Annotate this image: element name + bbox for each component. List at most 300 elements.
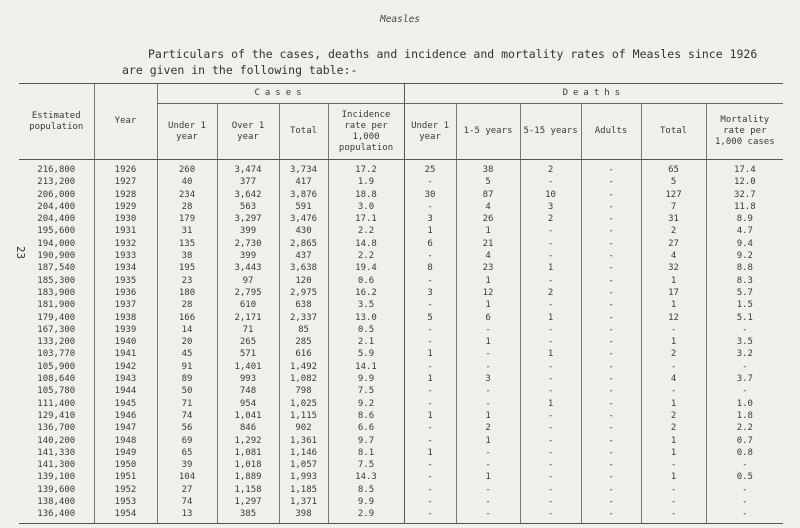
cell-year: 1943 (94, 373, 157, 385)
cell-incidence-rate: 19.4 (328, 262, 404, 274)
cell-mortality-rate: 1.5 (706, 299, 783, 311)
cell-incidence-rate: 7.5 (328, 385, 404, 397)
cell-incidence-rate: 8.1 (328, 447, 404, 459)
table-row (19, 238, 783, 250)
cell-deaths-5-15: - (520, 275, 581, 287)
cell-cases-under-1: 180 (157, 287, 217, 299)
cell-deaths-total: - (641, 385, 706, 397)
cell-deaths-adults: - (581, 238, 641, 250)
cell-deaths-total: 65 (641, 160, 706, 177)
cell-deaths-5-15: - (520, 435, 581, 447)
cell-deaths-1-5: 38 (456, 160, 520, 177)
cell-year: 1935 (94, 275, 157, 287)
cell-cases-total: 437 (279, 250, 328, 262)
cell-deaths-5-15: - (520, 373, 581, 385)
cell-cases-total: 2,865 (279, 238, 328, 250)
cell-deaths-adults: - (581, 189, 641, 201)
cell-mortality-rate: 8.8 (706, 262, 783, 274)
cell-year: 1937 (94, 299, 157, 311)
table-row (19, 201, 783, 213)
cell-deaths-adults: - (581, 459, 641, 471)
cell-deaths-1-5: 1 (456, 410, 520, 422)
cell-cases-total: 638 (279, 299, 328, 311)
cell-cases-under-1: 13 (157, 508, 217, 523)
cell-year: 1942 (94, 361, 157, 373)
cell-mortality-rate: 0.5 (706, 471, 783, 483)
cell-deaths-under-1: - (404, 398, 456, 410)
cell-cases-total: 3,876 (279, 189, 328, 201)
cell-incidence-rate: 17.1 (328, 213, 404, 225)
cell-year: 1928 (94, 189, 157, 201)
cell-cases-over-1: 2,730 (217, 238, 279, 250)
cell-deaths-5-15: - (520, 508, 581, 523)
cell-cases-over-1: 265 (217, 336, 279, 348)
table-row (19, 213, 783, 225)
cell-population: 129,410 (37, 410, 76, 421)
cell-cases-total: 1,185 (279, 484, 328, 496)
table-row (19, 176, 783, 188)
cell-deaths-5-15: - (520, 496, 581, 508)
cell-population: 133,200 (37, 337, 76, 348)
cell-deaths-adults: - (581, 312, 641, 324)
cell-mortality-rate: 1.8 (706, 410, 783, 422)
cell-cases-total: 798 (279, 385, 328, 397)
cell-cases-over-1: 1,041 (217, 410, 279, 422)
cell-cases-under-1: 195 (157, 262, 217, 274)
cell-cases-total: 1,057 (279, 459, 328, 471)
cell-mortality-rate: - (706, 459, 783, 471)
cell-deaths-total: 7 (641, 201, 706, 213)
cell-deaths-total: 1 (641, 447, 706, 459)
cell-year: 1933 (94, 250, 157, 262)
table-row (19, 410, 783, 422)
cell-cases-over-1: 1,292 (217, 435, 279, 447)
cell-deaths-1-5: 1 (456, 275, 520, 287)
cell-mortality-rate: 0.7 (706, 435, 783, 447)
cell-deaths-1-5: 1 (456, 435, 520, 447)
cell-mortality-rate: 1.0 (706, 398, 783, 410)
cell-population: 204,400 (37, 201, 76, 212)
cell-year: 1930 (94, 213, 157, 225)
cell-mortality-rate: 8.3 (706, 275, 783, 287)
table-row (19, 312, 783, 324)
cell-deaths-total: 31 (641, 213, 706, 225)
cell-year: 1934 (94, 262, 157, 274)
cell-cases-under-1: 39 (157, 459, 217, 471)
cell-incidence-rate: 2.9 (328, 508, 404, 523)
cell-deaths-adults: - (581, 299, 641, 311)
cell-year: 1949 (94, 447, 157, 459)
cell-deaths-1-5: - (456, 348, 520, 360)
cell-mortality-rate: 8.9 (706, 213, 783, 225)
table-row (19, 496, 783, 508)
cell-cases-under-1: 74 (157, 410, 217, 422)
cell-cases-under-1: 104 (157, 471, 217, 483)
table-row (19, 160, 783, 177)
cell-cases-total: 1,492 (279, 361, 328, 373)
cell-deaths-1-5: 21 (456, 238, 520, 250)
cell-cases-over-1: 3,474 (217, 160, 279, 177)
cell-deaths-adults: - (581, 447, 641, 459)
cell-deaths-total: 127 (641, 189, 706, 201)
cell-mortality-rate: 17.4 (706, 160, 783, 177)
cell-cases-over-1: 3,297 (217, 213, 279, 225)
cell-population: 136,700 (37, 423, 76, 434)
cell-cases-over-1: 846 (217, 422, 279, 434)
cell-incidence-rate: 1.9 (328, 176, 404, 188)
cell-cases-under-1: 40 (157, 176, 217, 188)
cell-mortality-rate: - (706, 496, 783, 508)
cell-incidence-rate: 17.2 (328, 160, 404, 177)
cell-deaths-adults: - (581, 410, 641, 422)
cell-population: 167,300 (37, 324, 76, 335)
cell-deaths-under-1: 1 (404, 348, 456, 360)
cell-deaths-under-1: - (404, 201, 456, 213)
cell-deaths-total: 17 (641, 287, 706, 299)
cell-deaths-under-1: 1 (404, 447, 456, 459)
cell-year: 1931 (94, 225, 157, 237)
table-row (19, 299, 783, 311)
cell-deaths-under-1: - (404, 385, 456, 397)
table-row (19, 459, 783, 471)
cell-mortality-rate: 9.4 (706, 238, 783, 250)
cell-cases-over-1: 3,443 (217, 262, 279, 274)
cell-cases-under-1: 234 (157, 189, 217, 201)
cell-mortality-rate: 5.7 (706, 287, 783, 299)
table-row (19, 373, 783, 385)
table-row (19, 336, 783, 348)
intro-line-2: are given in the following table:- (122, 63, 358, 77)
cell-year: 1954 (94, 508, 157, 523)
cell-population: 195,600 (37, 226, 76, 237)
cell-population: 216,800 (37, 165, 76, 175)
cell-cases-total: 616 (279, 348, 328, 360)
cell-deaths-1-5: 87 (456, 189, 520, 201)
cell-cases-total: 3,734 (279, 160, 328, 177)
cell-cases-over-1: 563 (217, 201, 279, 213)
cell-deaths-total: 5 (641, 176, 706, 188)
cell-deaths-adults: - (581, 176, 641, 188)
cell-deaths-adults: - (581, 373, 641, 385)
cell-mortality-rate: 0.8 (706, 447, 783, 459)
cell-deaths-adults: - (581, 275, 641, 287)
cell-deaths-1-5: 3 (456, 373, 520, 385)
cell-year: 1941 (94, 348, 157, 360)
cell-cases-under-1: 38 (157, 250, 217, 262)
header-cases-total: Total (279, 104, 328, 160)
cell-deaths-adults: - (581, 262, 641, 274)
cell-cases-total: 1,371 (279, 496, 328, 508)
cell-incidence-rate: 0.6 (328, 275, 404, 287)
cell-cases-total: 430 (279, 225, 328, 237)
cell-deaths-under-1: - (404, 484, 456, 496)
cell-deaths-1-5: 4 (456, 250, 520, 262)
cell-population: 213,200 (37, 177, 76, 188)
cell-cases-under-1: 74 (157, 496, 217, 508)
cell-mortality-rate: 3.2 (706, 348, 783, 360)
cell-cases-over-1: 571 (217, 348, 279, 360)
cell-cases-over-1: 377 (217, 176, 279, 188)
cell-population: 139,600 (37, 484, 76, 495)
cell-deaths-1-5: - (456, 398, 520, 410)
cell-cases-total: 591 (279, 201, 328, 213)
cell-deaths-adults: - (581, 348, 641, 360)
cell-population: 185,300 (37, 275, 76, 286)
cell-cases-under-1: 45 (157, 348, 217, 360)
cell-deaths-total: - (641, 324, 706, 336)
header-deaths-group: Deaths (404, 84, 783, 104)
cell-deaths-under-1: - (404, 275, 456, 287)
cell-deaths-adults: - (581, 398, 641, 410)
cell-population: 105,780 (37, 386, 76, 397)
cell-incidence-rate: 2.1 (328, 336, 404, 348)
cell-year: 1936 (94, 287, 157, 299)
cell-deaths-1-5: 1 (456, 299, 520, 311)
cell-incidence-rate: 6.6 (328, 422, 404, 434)
cell-cases-over-1: 1,158 (217, 484, 279, 496)
header-cases-group: Cases (157, 84, 404, 104)
cell-deaths-under-1: - (404, 422, 456, 434)
header-year: Year (94, 84, 157, 160)
cell-deaths-5-15: - (520, 324, 581, 336)
cell-deaths-adults: - (581, 422, 641, 434)
header-incidence-rate: Incidence rate per 1,000 population (328, 104, 404, 160)
cell-cases-under-1: 28 (157, 299, 217, 311)
cell-cases-over-1: 748 (217, 385, 279, 397)
cell-cases-total: 1,025 (279, 398, 328, 410)
cell-year: 1929 (94, 201, 157, 213)
table-row (19, 250, 783, 262)
cell-cases-total: 3,638 (279, 262, 328, 274)
cell-deaths-total: - (641, 484, 706, 496)
cell-deaths-5-15: 1 (520, 348, 581, 360)
cell-cases-total: 1,115 (279, 410, 328, 422)
cell-deaths-total: 1 (641, 275, 706, 287)
cell-deaths-1-5: 1 (456, 471, 520, 483)
cell-cases-under-1: 69 (157, 435, 217, 447)
cell-deaths-under-1: 3 (404, 287, 456, 299)
cell-deaths-under-1: - (404, 435, 456, 447)
header-estimated-population: Estimated population (19, 84, 94, 160)
header-deaths-under-1: Under 1 year (404, 104, 456, 160)
cell-cases-over-1: 385 (217, 508, 279, 523)
cell-cases-under-1: 27 (157, 484, 217, 496)
cell-population: 183,900 (37, 287, 76, 298)
cell-incidence-rate: 14.8 (328, 238, 404, 250)
cell-deaths-1-5: 2 (456, 422, 520, 434)
cell-deaths-under-1: 1 (404, 410, 456, 422)
cell-mortality-rate: 3.7 (706, 373, 783, 385)
cell-deaths-under-1: - (404, 176, 456, 188)
cell-deaths-1-5: - (456, 484, 520, 496)
cell-mortality-rate: - (706, 361, 783, 373)
header-deaths-total: Total (641, 104, 706, 160)
cell-mortality-rate: 9.2 (706, 250, 783, 262)
cell-cases-total: 1,361 (279, 435, 328, 447)
cell-deaths-5-15: 2 (520, 287, 581, 299)
cell-deaths-1-5: 1 (456, 225, 520, 237)
cell-deaths-under-1: 6 (404, 238, 456, 250)
cell-deaths-total: 12 (641, 312, 706, 324)
cell-deaths-1-5: - (456, 459, 520, 471)
cell-deaths-total: - (641, 361, 706, 373)
cell-deaths-5-15: - (520, 422, 581, 434)
cell-year: 1938 (94, 312, 157, 324)
cell-deaths-adults: - (581, 361, 641, 373)
cell-deaths-1-5: 23 (456, 262, 520, 274)
cell-mortality-rate: - (706, 484, 783, 496)
cell-deaths-adults: - (581, 324, 641, 336)
cell-cases-under-1: 89 (157, 373, 217, 385)
cell-deaths-5-15: - (520, 471, 581, 483)
cell-deaths-total: 2 (641, 422, 706, 434)
cell-deaths-adults: - (581, 484, 641, 496)
cell-deaths-under-1: 30 (404, 189, 456, 201)
table-row (19, 324, 783, 336)
cell-deaths-total: 2 (641, 348, 706, 360)
cell-incidence-rate: 7.5 (328, 459, 404, 471)
cell-incidence-rate: 9.9 (328, 373, 404, 385)
cell-cases-total: 285 (279, 336, 328, 348)
cell-deaths-5-15: - (520, 250, 581, 262)
cell-deaths-under-1: - (404, 508, 456, 523)
cell-incidence-rate: 16.2 (328, 287, 404, 299)
table-row (19, 422, 783, 434)
cell-cases-over-1: 3,642 (217, 189, 279, 201)
cell-year: 1953 (94, 496, 157, 508)
cell-deaths-1-5: - (456, 496, 520, 508)
cell-cases-over-1: 2,171 (217, 312, 279, 324)
cell-incidence-rate: 2.2 (328, 225, 404, 237)
intro-line-1: Particulars of the cases, deaths and incidence and mortality rates of Measles since 1926 (148, 47, 758, 61)
cell-deaths-5-15: - (520, 459, 581, 471)
cell-deaths-1-5: - (456, 447, 520, 459)
cell-incidence-rate: 18.8 (328, 189, 404, 201)
cell-deaths-adults: - (581, 385, 641, 397)
cell-cases-over-1: 1,297 (217, 496, 279, 508)
cell-cases-over-1: 97 (217, 275, 279, 287)
cell-deaths-total: 1 (641, 336, 706, 348)
cell-population: 138,400 (37, 497, 76, 508)
cell-cases-total: 1,146 (279, 447, 328, 459)
cell-deaths-under-1: - (404, 361, 456, 373)
table-row (19, 275, 783, 287)
cell-mortality-rate: - (706, 324, 783, 336)
cell-cases-under-1: 20 (157, 336, 217, 348)
cell-population: 141,300 (37, 460, 76, 471)
cell-deaths-total: 1 (641, 471, 706, 483)
cell-year: 1947 (94, 422, 157, 434)
cell-cases-under-1: 23 (157, 275, 217, 287)
cell-cases-total: 398 (279, 508, 328, 523)
cell-cases-over-1: 1,018 (217, 459, 279, 471)
cell-deaths-1-5: 6 (456, 312, 520, 324)
cell-population: 108,640 (37, 374, 76, 385)
table-row (19, 287, 783, 299)
cell-incidence-rate: 8.5 (328, 484, 404, 496)
intro-paragraph (122, 46, 762, 78)
cell-deaths-5-15: - (520, 484, 581, 496)
cell-deaths-1-5: 4 (456, 201, 520, 213)
table-row (19, 348, 783, 360)
cell-cases-under-1: 65 (157, 447, 217, 459)
cell-incidence-rate: 3.0 (328, 201, 404, 213)
cell-cases-total: 1,082 (279, 373, 328, 385)
cell-deaths-5-15: - (520, 361, 581, 373)
cell-deaths-5-15: - (520, 176, 581, 188)
cell-deaths-5-15: - (520, 225, 581, 237)
cell-population: 179,400 (37, 312, 76, 323)
cell-deaths-adults: - (581, 213, 641, 225)
cell-cases-under-1: 179 (157, 213, 217, 225)
cell-deaths-under-1: 1 (404, 225, 456, 237)
table-row (19, 225, 783, 237)
cell-deaths-5-15: 3 (520, 201, 581, 213)
cell-year: 1939 (94, 324, 157, 336)
cell-deaths-under-1: 1 (404, 373, 456, 385)
header-deaths-1-5: 1-5 years (456, 104, 520, 160)
measles-table (19, 83, 783, 524)
cell-population: 206,000 (37, 189, 76, 200)
cell-deaths-5-15: - (520, 299, 581, 311)
cell-year: 1945 (94, 398, 157, 410)
cell-cases-under-1: 50 (157, 385, 217, 397)
cell-year: 1940 (94, 336, 157, 348)
cell-cases-over-1: 1,081 (217, 447, 279, 459)
cell-incidence-rate: 14.1 (328, 361, 404, 373)
cell-cases-under-1: 31 (157, 225, 217, 237)
cell-year: 1950 (94, 459, 157, 471)
cell-mortality-rate: 2.2 (706, 422, 783, 434)
cell-deaths-total: 27 (641, 238, 706, 250)
cell-year: 1952 (94, 484, 157, 496)
cell-deaths-under-1: - (404, 336, 456, 348)
cell-deaths-5-15: 1 (520, 262, 581, 274)
cell-cases-over-1: 993 (217, 373, 279, 385)
cell-year: 1927 (94, 176, 157, 188)
cell-cases-under-1: 166 (157, 312, 217, 324)
cell-year: 1948 (94, 435, 157, 447)
cell-cases-total: 120 (279, 275, 328, 287)
cell-deaths-5-15: 2 (520, 213, 581, 225)
cell-cases-over-1: 610 (217, 299, 279, 311)
cell-incidence-rate: 9.7 (328, 435, 404, 447)
cell-deaths-5-15: - (520, 238, 581, 250)
cell-mortality-rate: 12.0 (706, 176, 783, 188)
cell-deaths-5-15: - (520, 336, 581, 348)
cell-deaths-adults: - (581, 287, 641, 299)
cell-cases-under-1: 14 (157, 324, 217, 336)
cell-population: 181,900 (37, 300, 76, 311)
cell-deaths-total: 2 (641, 225, 706, 237)
cell-incidence-rate: 13.0 (328, 312, 404, 324)
cell-mortality-rate: 3.5 (706, 336, 783, 348)
cell-cases-total: 417 (279, 176, 328, 188)
cell-deaths-under-1: 8 (404, 262, 456, 274)
cell-deaths-adults: - (581, 435, 641, 447)
cell-cases-total: 1,993 (279, 471, 328, 483)
header-mortality-rate: Mortality rate per 1,000 cases (706, 104, 783, 160)
cell-deaths-5-15: 2 (520, 160, 581, 177)
cell-cases-total: 902 (279, 422, 328, 434)
cell-incidence-rate: 0.5 (328, 324, 404, 336)
cell-cases-under-1: 28 (157, 201, 217, 213)
cell-cases-under-1: 260 (157, 160, 217, 177)
cell-deaths-5-15: - (520, 447, 581, 459)
page-title: Measles (379, 14, 421, 25)
cell-incidence-rate: 8.6 (328, 410, 404, 422)
cell-cases-total: 2,975 (279, 287, 328, 299)
